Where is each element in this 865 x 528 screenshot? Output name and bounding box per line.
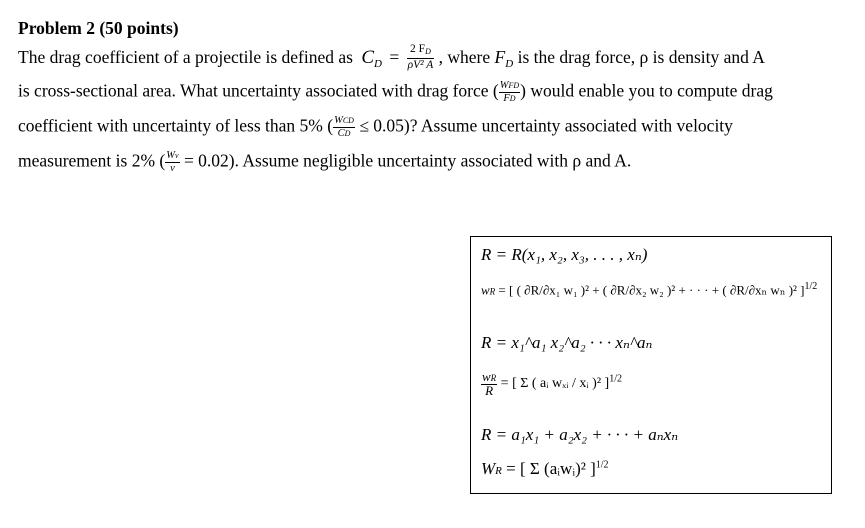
problem-line-3 [18, 115, 733, 140]
line1-text-post: , where [438, 47, 491, 68]
line3-text-post: ≤ 0.05)? Assume uncertainty associated with velocity [359, 115, 733, 136]
problem-line-4 [18, 150, 631, 175]
fraction-denominator: ρV² A [407, 59, 434, 71]
fd-sub: D [505, 58, 514, 71]
wv-fraction: $\frac{Wv}{v}$ [166, 150, 179, 174]
wcd-fraction: $\frac{\text{WCD}}{CD}$ [334, 115, 354, 139]
line2-text-post: ) would enable you to compute drag [520, 80, 773, 101]
wfd-fraction: $\frac{\text{WFD}}{FD}$ [499, 80, 520, 104]
fd-symbol: F [494, 47, 506, 68]
line1-text-pre: The drag coefficient of a projectile is defined as [18, 47, 353, 68]
formula-box [470, 236, 832, 494]
cd-symbol: C [361, 47, 375, 69]
problem-line-2 [18, 80, 773, 105]
problem-line-1 [18, 45, 765, 74]
formula-linear-uncertainty: WR = [ Σ (aᵢwᵢ)² ]$^{1/2}$ [481, 459, 609, 478]
problem-title: Problem 2 (50 points) [18, 18, 179, 38]
line4-text-pre: measurement is 2% ( [18, 150, 166, 171]
formula-general-function: R = R(x₁, x₂, x₃, . . . , xₙ) [481, 245, 648, 264]
formula-product-uncertainty: $\frac{wR}{R}$ = [ Σ ( aᵢ wₓᵢ / xᵢ )² ]$^{1/2}$ [482, 369, 622, 398]
line2-text-pre: is cross-sectional area. What uncertainty associated with drag force ( [18, 80, 499, 101]
line4-text-post: = 0.02). Assume negligible uncertainty associated with ρ and A. [183, 150, 632, 171]
equals-sign: = [389, 47, 400, 68]
formula-linear-form: R = a₁x₁ + a₂x₂ + · · · + aₙxₙ [481, 425, 679, 444]
line3-text-pre: coefficient with uncertainty of less than 5% ( [18, 115, 334, 136]
fraction-numerator: 2 $F_D$ [407, 43, 435, 59]
formula-product-form: R = x₁^a₁ x₂^a₂ · · · xₙ^aₙ [481, 333, 653, 352]
cd-sub: D [374, 58, 382, 71]
drag-coefficient-fraction [407, 43, 435, 71]
line1-text-end: is the drag force, ρ is density and A [517, 47, 765, 68]
formula-uncertainty-general: wR = [ ( ∂R/∂x₁ w₁ )² + ( ∂R/∂x₂ w₂ )² + · · · + ( ∂R/∂xₙ wₙ )² ]$^{1/2}$ [481, 281, 818, 298]
